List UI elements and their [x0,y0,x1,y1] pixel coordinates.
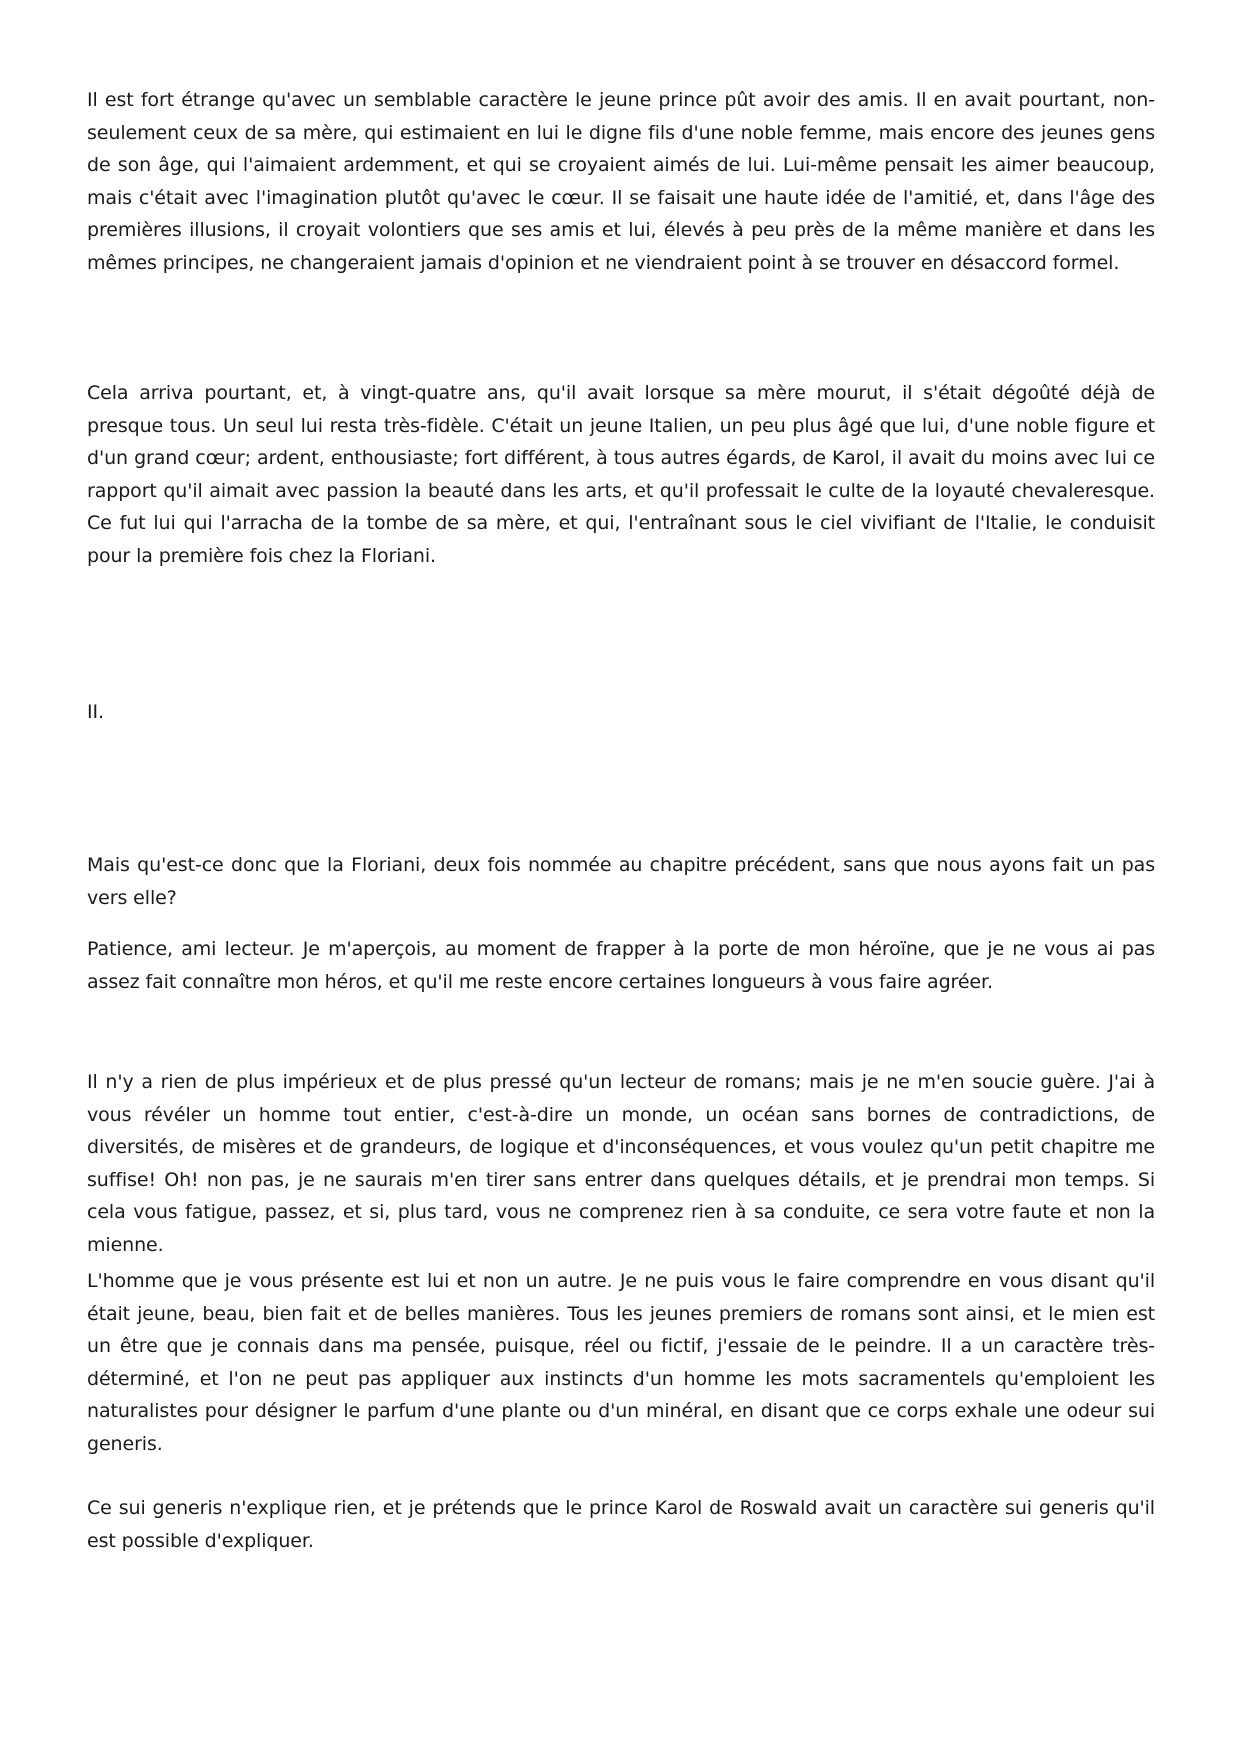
paragraph-sui-generis: Ce sui generis n'explique rien, et je prétends que le prince Karol de Roswald avait un caractère sui generis qu'il est possible d'expliquer. [87,1497,1155,1552]
paragraph-friends: Il est fort étrange qu'avec un semblable caractère le jeune prince pût avoir des amis. Il en avait pourtant, non-seulement ceux de sa mère, qui estimaient en lui le digne fils d'une noble femme, mais encore des jeunes gens de son âge, qui l'aimaient ardemment, et qui se croyaient aimés de lui. Lui-même pensait les aimer beaucoup, mais c'était avec l'imagination plutôt qu'avec le cœur. Il se faisait une haute idée de l'amitié, et, dans l'âge des premières illusions, il croyait volontiers que ses amis et lui, élevés à peu près de la même manière et dans les mêmes principes, ne changeraient jamais d'opinion et ne viendraient point à se trouver en désaccord formel. [87,89,1155,274]
paragraph-reader: Il n'y a rien de plus impérieux et de plus pressé qu'un lecteur de romans; mais je ne m'en soucie guère. J'ai à vous révéler un homme tout entier, c'est-à-dire un monde, un océan sans bornes de contradictions, de diversités, de misères et de grandeurs, de logique et d'inconséquences, et vous voulez qu'un petit chapitre me suffise! Oh! non pas, je ne saurais m'en tirer sans entrer dans quelques détails, et je prendrai mon temps. Si cela vous fatigue, passez, et si, plus tard, vous ne comprenez rien à sa conduite, ce sera votre faute et non la mienne. [87,1071,1155,1256]
paragraph-patience: Patience, ami lecteur. Je m'aperçois, au moment de frapper à la porte de mon héroïne, que je ne vous ai pas assez fait connaître mon héros, et qu'il me reste encore certaines longueurs à vous faire agréer. [87,938,1155,993]
paragraph-italian-friend: Cela arriva pourtant, et, à vingt-quatre ans, qu'il avait lorsque sa mère mourut, il s'était dégoûté déjà de presque tous. Un seul lui resta très-fidèle. C'était un jeune Italien, un peu plus âgé que lui, d'une noble figure et d'un grand cœur; ardent, enthousiaste; fort différent, à tous autres égards, de Karol, il avait du moins avec lui ce rapport qu'il aimait avec passion la beauté dans les arts, et qu'il professait le culte de la loyauté chevaleresque. Ce fut lui qui l'arracha de la tombe de sa mère, et qui, l'entraînant sous le ciel vivifiant de l'Italie, le conduisit pour la première fois chez la Floriani. [87,382,1155,567]
paragraph-the-man: L'homme que je vous présente est lui et non un autre. Je ne puis vous le faire comprendre en vous disant qu'il était jeune, beau, bien fait et de belles manières. Tous les jeunes premiers de romans sont ainsi, et le mien est un être que je connais dans ma pensée, puisque, réel ou fictif, j'essaie de le peindre. Il a un caractère très-déterminé, et l'on ne peut pas appliquer aux instincts d'un homme les mots sacramentels qu'emploient les naturalistes pour désigner le parfum d'une plante ou d'un minéral, en disant que ce corps exhale une odeur sui generis. [87,1270,1155,1455]
paragraph-floriani-question: Mais qu'est-ce donc que la Floriani, deux fois nommée au chapitre précédent, sans que nous ayons fait un pas vers elle? [87,854,1155,909]
chapter-heading: II. [87,701,104,723]
